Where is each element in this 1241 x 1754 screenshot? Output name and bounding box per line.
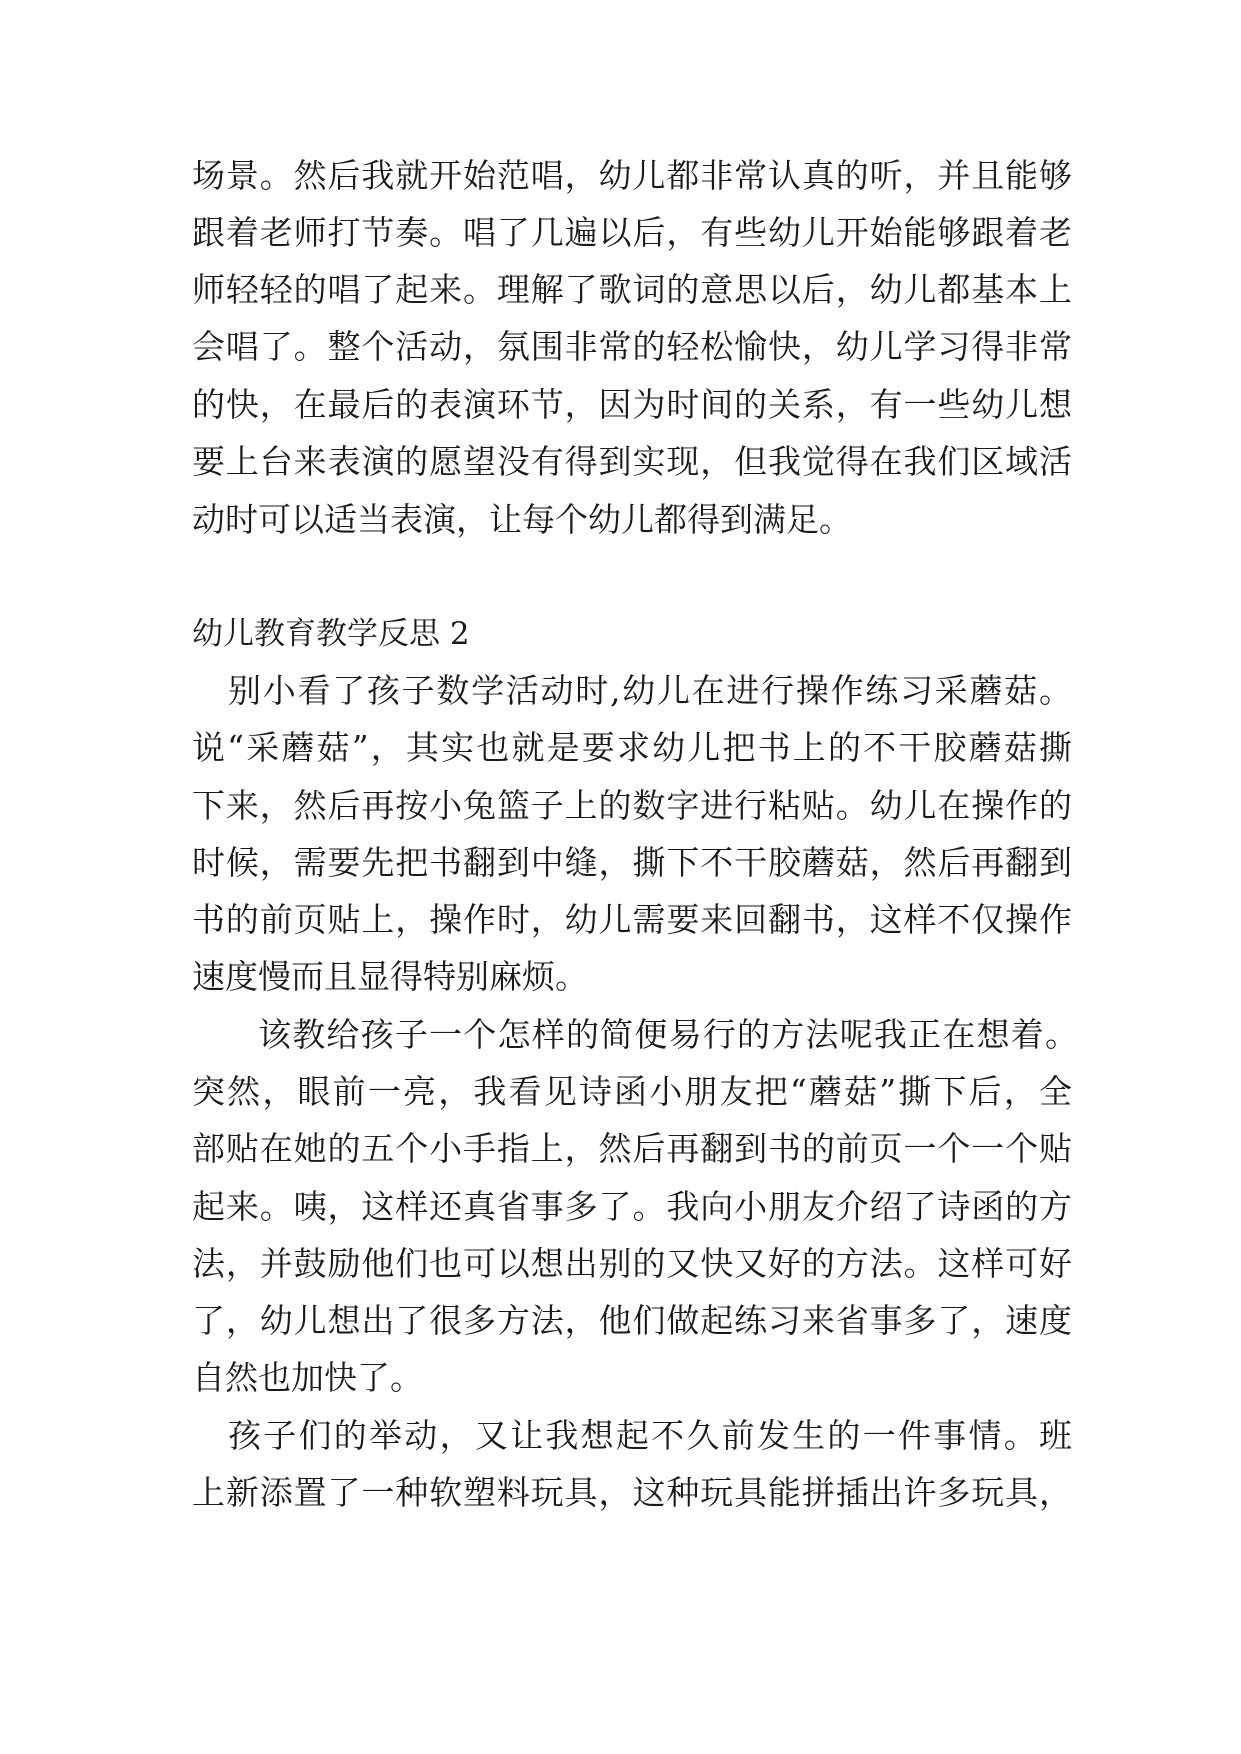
paragraph-1-line: 动时可以适当表演，让每个幼儿都得到满足。 [192, 500, 852, 539]
paragraph-1-line: 会唱了。整个活动，氛围非常的轻松愉快，幼儿学习得非常 [192, 327, 1072, 366]
paragraph-3-line: 法，并鼓励他们也可以想出别的又快又好的方法。这样可好 [192, 1244, 1072, 1283]
paragraph-2-line: 下来，然后再按小兔篮子上的数字进行粘贴。幼儿在操作的 [192, 786, 1072, 825]
paragraph-3-line: 部贴在她的五个小手指上，然后再翻到书的前页一个一个贴 [192, 1129, 1072, 1168]
paragraph-4-line: 上新添置了一种软塑料玩具，这种玩具能拼插出许多玩具， [192, 1473, 1072, 1512]
paragraph-2-line: 说“采蘑菇”，其实也就是要求幼儿把书上的不干胶蘑菇撕 [192, 728, 1072, 767]
paragraph-3-line: 起来。咦，这样还真省事多了。我向小朋友介绍了诗函的方 [192, 1187, 1072, 1226]
paragraph-4-line: 孩子们的举动，又让我想起不久前发生的一件事情。班 [228, 1416, 1072, 1455]
paragraph-2-line: 时候，需要先把书翻到中缝，撕下不干胶蘑菇，然后再翻到 [192, 843, 1072, 882]
paragraph-1-line: 跟着老师打节奏。唱了几遍以后，有些幼儿开始能够跟着老 [192, 213, 1072, 252]
paragraph-1-line: 师轻轻的唱了起来。理解了歌词的意思以后，幼儿都基本上 [192, 270, 1072, 309]
paragraph-3-line: 该教给孩子一个怎样的简便易行的方法呢我正在想着。 [258, 1015, 1078, 1054]
paragraph-1-line: 场景。然后我就开始范唱，幼儿都非常认真的听，并且能够 [192, 156, 1072, 195]
paragraph-1-line: 的快，在最后的表演环节，因为时间的关系，有一些幼儿想 [192, 385, 1072, 424]
paragraph-3-line: 突然，眼前一亮，我看见诗函小朋友把“蘑菇”撕下后，全 [192, 1072, 1072, 1111]
paragraph-1-line: 要上台来表演的愿望没有得到实现，但我觉得在我们区域活 [192, 442, 1072, 481]
paragraph-2-line: 速度慢而且显得特别麻烦。 [192, 957, 588, 996]
paragraph-3-line: 自然也加快了。 [192, 1358, 423, 1397]
section-title: 幼儿教育教学反思 2 [192, 616, 470, 652]
paragraph-2-line: 书的前页贴上，操作时，幼儿需要来回翻书，这样不仅操作 [192, 900, 1072, 939]
paragraph-3-line: 了，幼儿想出了很多方法，他们做起练习来省事多了，速度 [192, 1301, 1072, 1340]
paragraph-2-line: 别小看了孩子数学活动时,幼儿在进行操作练习采蘑菇。 [228, 671, 1072, 710]
